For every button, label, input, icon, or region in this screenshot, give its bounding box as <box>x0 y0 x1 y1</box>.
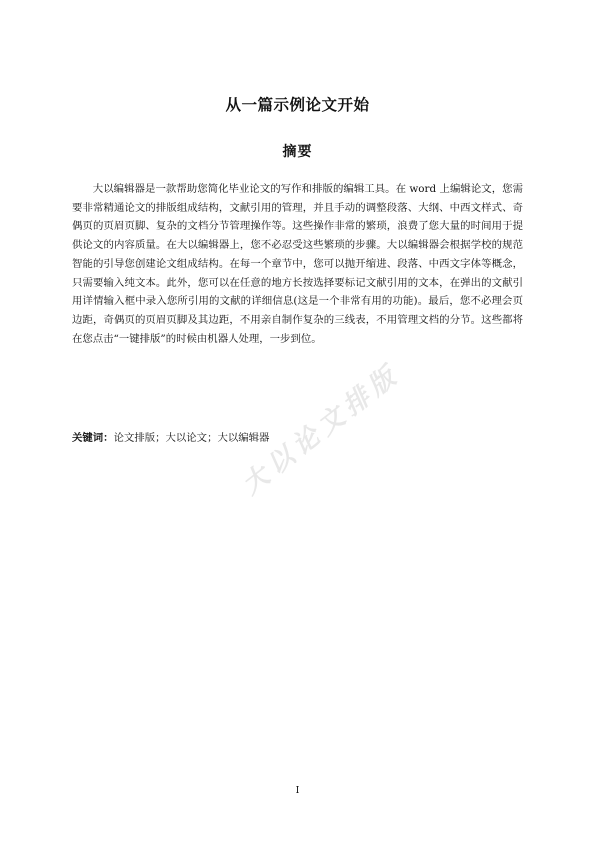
watermark-text: 大以论文排版 <box>236 358 407 501</box>
abstract-paragraph: 大以编辑器是一款帮助您简化毕业论文的写作和排版的编辑工具。在 word 上编辑论文，您需要非常精通论文的排版组成结构，文献引用的管理，并且手动的调整段落、大纲、中西文样式、奇偶页的页眉页脚、复杂的文档分节管理操作等。这些操作非常的繁琐，浪费了您大量的时间用于提供论文的内容质量。在大以编辑器上，您不必忍受这些繁琐的步骤。大以编辑器会根据学校的规范智能的引导您创建论文组成结构。在每一个章节中，您可以抛开缩进、段落、中西文字体等概念，只需要输入纯文本。此外，您可以在任意的地方长按选择要标记文献引用的文本，在弹出的文献引用详情输入框中录入您所引用的文献的详细信息(这是一个非常有用的功能)。最后，您不必理会页边距，奇偶页的页眉页脚及其边距，不用亲自制作复杂的三线表，不用管理文档的分节。这些都将在您点击“一键排版”的时候由机器人处理，一步到位。 <box>72 183 523 345</box>
paper-title: 从一篇示例论文开始 <box>225 96 370 114</box>
keywords-label: 关键词： <box>72 432 114 444</box>
abstract-heading: 摘要 <box>282 144 313 160</box>
keywords-value: 论文排版；大以论文；大以编辑器 <box>113 432 270 444</box>
page-number: I <box>295 785 300 796</box>
